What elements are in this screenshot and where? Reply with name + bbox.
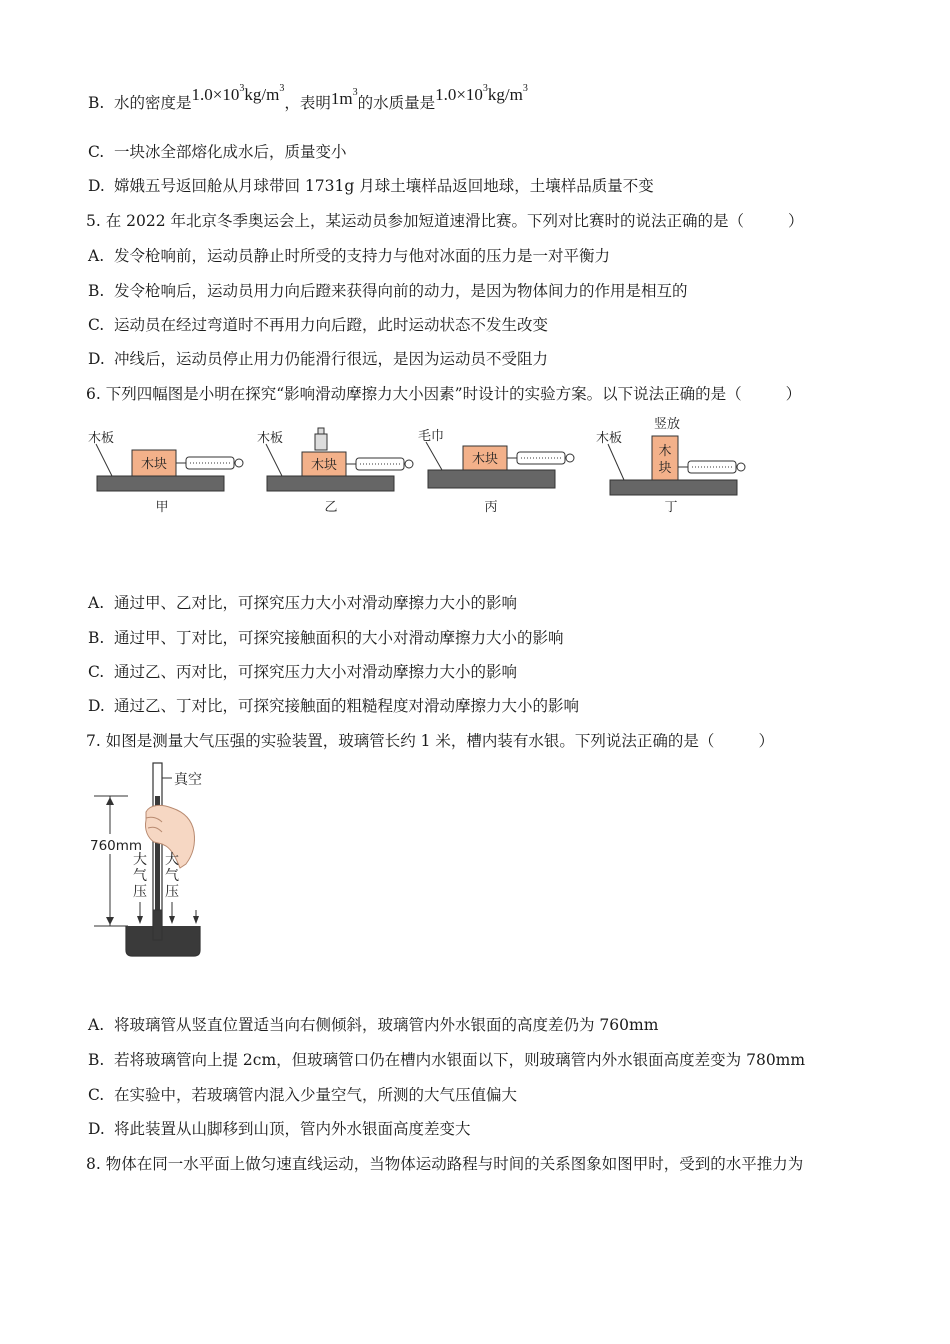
option-letter: A. <box>88 247 105 265</box>
option-text: 发令枪响前，运动员静止时所受的支持力与他对冰面的压力是一对平衡力 <box>114 247 611 265</box>
option-text: 在实验中，若玻璃管内混入少量空气，所测的大气压值偏大 <box>114 1086 518 1104</box>
option-letter: D. <box>88 1120 105 1138</box>
surface-label: 毛巾 <box>418 429 445 444</box>
option-text: 通过甲、乙对比，可探究压力大小对滑动摩擦力大小的影响 <box>114 594 518 612</box>
figure-jia <box>88 430 243 515</box>
q7-stem: 7. 如图是测量大气压强的实验装置，玻璃管长约 1 米，槽内装有水银。下列说法正确的是（ ） <box>86 732 774 750</box>
surface-label: 木板 <box>596 431 623 446</box>
caption-bing: 丙 <box>484 500 498 515</box>
option-text: 一块冰全部熔化成水后，质量变小 <box>114 143 347 161</box>
q7-option-c <box>88 1084 517 1106</box>
option-text: ，表明 <box>284 94 331 112</box>
surface-label: 木板 <box>257 431 284 446</box>
option-text: 冲线后，运动员停止用力仍能滑行很远，是因为运动员不受阻力 <box>114 350 549 368</box>
option-letter: C. <box>88 316 105 334</box>
option-text: 通过乙、丁对比，可探究接触面的粗糙程度对滑动摩擦力大小的影响 <box>114 697 580 715</box>
block-label: 木块 <box>471 452 499 467</box>
option-text: 水的密度是 <box>114 94 192 112</box>
option-text: 将玻璃管从竖直位置适当向右侧倾斜，玻璃管内外水银面的高度差仍为 760mm <box>114 1016 659 1034</box>
caption-yi: 乙 <box>324 500 338 515</box>
right-pressure-label: 气 <box>165 868 179 884</box>
right-pressure-label: 压 <box>165 884 179 900</box>
orientation-label: 竖放 <box>653 417 681 432</box>
q6-option-b <box>88 627 564 649</box>
q5-option-a <box>88 245 610 267</box>
q6-option-a <box>88 592 517 614</box>
option-letter: D. <box>88 350 105 368</box>
block-label: 块 <box>658 461 672 476</box>
option-letter: C. <box>88 1086 105 1104</box>
option-letter: A. <box>88 594 105 612</box>
option-text: 运动员在经过弯道时不再用力向后蹬，此时运动状态不发生改变 <box>114 316 549 334</box>
option-text: 将此装置从山脚移到山顶，管内外水银面高度差变大 <box>114 1120 471 1138</box>
q5-option-c <box>88 314 548 336</box>
caption-ding: 丁 <box>664 500 678 515</box>
height-label: 760mm <box>90 838 143 854</box>
option-letter: B. <box>88 94 105 112</box>
q5-option-b <box>88 280 688 302</box>
vacuum-label: 真空 <box>174 772 202 788</box>
left-pressure-label: 气 <box>133 868 147 884</box>
q4-option-d <box>88 175 654 197</box>
option-letter: B. <box>88 1051 105 1069</box>
option-text: 通过甲、丁对比，可探究接触面积的大小对滑动摩擦力大小的影响 <box>114 629 564 647</box>
q8-stem: 8. 物体在同一水平面上做匀速直线运动，当物体运动路程与时间的关系图象如图甲时，受到的水平推力为 <box>86 1155 804 1173</box>
q6-stem: 6. 下列四幅图是小明在探究“影响滑动摩擦力大小因素”时设计的实验方案。以下说法正确的是（ ） <box>86 385 802 403</box>
q7-option-d <box>88 1118 471 1140</box>
q4-option-b <box>88 83 528 114</box>
option-letter: D. <box>88 697 105 715</box>
option-letter: C. <box>88 663 105 681</box>
q6-option-c <box>88 661 517 683</box>
figure-yi <box>257 428 413 515</box>
block-label: 木块 <box>310 458 338 473</box>
volume-formula: $1m^3$ <box>330 87 358 108</box>
option-text: 若将玻璃管向上提 2cm，但玻璃管口仍在槽内水银面以下，则玻璃管内外水银面高度差变为 780mm <box>114 1051 806 1069</box>
left-pressure-label: 大 <box>133 852 147 868</box>
mass-formula: $1.0\times 10^3kg/m^3$ <box>435 83 528 104</box>
q5-option-d <box>88 348 548 370</box>
option-text: 的水质量是 <box>357 94 436 112</box>
block-label: 木块 <box>140 457 168 472</box>
option-letter: B. <box>88 629 105 647</box>
option-letter: D. <box>88 177 105 195</box>
density-formula: $1.0\times 10^3kg/m^3$ <box>191 83 285 104</box>
right-pressure-label: 大 <box>165 852 179 868</box>
q5-stem: 5. 在 2022 年北京冬季奥运会上，某运动员参加短道速滑比赛。下列对比赛时的说法正确的是（ ） <box>86 212 804 230</box>
torricelli-experiment-figure <box>88 760 228 960</box>
figure-ding <box>596 416 745 515</box>
left-pressure-label: 压 <box>133 884 147 900</box>
q7-option-b <box>88 1049 805 1071</box>
option-letter: C. <box>88 143 105 161</box>
figure-bing <box>418 428 574 515</box>
option-text: 通过乙、丙对比，可探究压力大小对滑动摩擦力大小的影响 <box>114 663 518 681</box>
caption-jia: 甲 <box>155 500 169 515</box>
q6-option-d <box>88 695 579 717</box>
friction-experiment-figure <box>80 412 760 522</box>
option-text: 嫦娥五号返回舱从月球带回 1731g 月球土壤样品返回地球，土壤样品质量不变 <box>114 177 654 195</box>
option-letter: B. <box>88 282 105 300</box>
surface-label: 木板 <box>88 431 115 446</box>
q4-option-c <box>88 141 347 163</box>
q7-option-a <box>88 1014 658 1036</box>
option-text: 发令枪响后，运动员用力向后蹬来获得向前的动力，是因为物体间力的作用是相互的 <box>114 282 688 300</box>
block-label: 木 <box>658 444 672 459</box>
option-letter: A. <box>88 1016 105 1034</box>
